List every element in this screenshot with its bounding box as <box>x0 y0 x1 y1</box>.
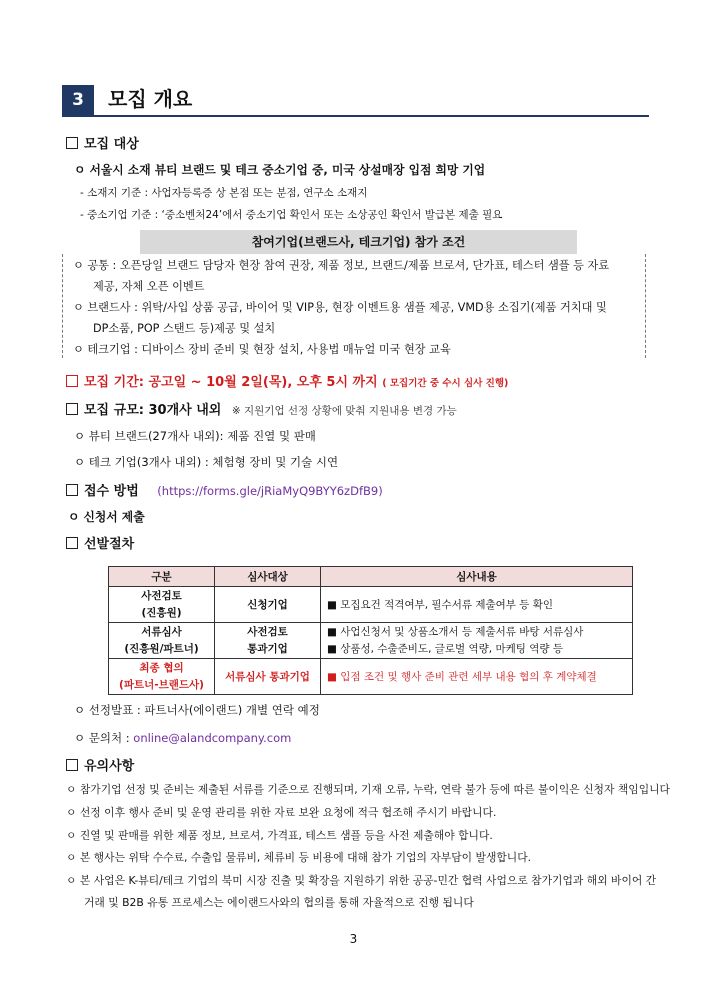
table-row <box>109 659 633 695</box>
section-number: 3 <box>62 85 94 115</box>
selection-table <box>108 566 633 695</box>
selection-announce: ㅇ 선정발표 : 파트너사(에이랜드) 개별 연락 예정 <box>74 703 320 717</box>
section-divider <box>62 115 649 117</box>
row-stage: 사전검토 (진흥원) <box>109 587 215 623</box>
checkbox-square-icon <box>66 137 78 149</box>
apply-sub: ㅇ 신청서 제출 <box>68 510 145 524</box>
table-row <box>109 623 633 659</box>
notes-heading: 유의사항 <box>66 755 134 774</box>
header-target: 심사대상 <box>215 567 321 587</box>
period-heading: 모집 기간: 공고일 ~ 10월 2일(목), 오후 5시 까지 ( 모집기간 중 수시 심사 진행) <box>66 371 508 390</box>
scale-heading: 모집 규모: 30개사 내외 ※ 지원기업 선정 상황에 맞춰 지원내용 변경 가능 <box>66 399 457 418</box>
apply-heading: 접수 방법 (https://forms.gle/jRiaMyQ9BYY6zDfB9) <box>66 480 383 499</box>
section-header <box>62 83 649 117</box>
row-content: ■ 사업신청서 및 상품소개서 등 제출서류 바탕 서류심사 ■ 상품성, 수출준비도, 글로벌 역량, 마케팅 역량 등 <box>321 623 633 659</box>
checkbox-square-icon <box>66 403 78 415</box>
note-item: 거래 및 B2B 유통 프로세스는 에이랜드사와의 협의를 통해 자율적으로 진행 됩니다 <box>84 896 474 909</box>
header-stage: 구분 <box>109 567 215 587</box>
checkbox-square-icon <box>66 484 78 496</box>
scale-item-beauty: ㅇ 뷰티 브랜드(27개사 내외): 제품 진열 및 판매 <box>74 429 316 443</box>
note-item: ㅇ 선정 이후 행사 준비 및 운영 관리를 위한 자료 보완 요청에 적극 협조해 주시기 바랍니다. <box>66 806 497 819</box>
target-main: ㅇ 서울시 소재 뷰티 브랜드 및 테크 중소기업 중, 미국 상설매장 입점 희망 기업 <box>74 163 486 177</box>
row-target: 신청기업 <box>215 587 321 623</box>
note-item: ㅇ 본 행사는 위탁 수수료, 수출입 물류비, 체류비 등 비용에 대해 참가 기업의 자부담이 발생합니다. <box>66 851 532 864</box>
row-content: ■ 입점 조건 및 행사 준비 관련 세부 내용 협의 후 계약체결 <box>321 659 633 695</box>
selection-contact: ㅇ 문의처 : online@alandcompany.com <box>74 731 292 745</box>
table-header-row <box>109 567 633 587</box>
row-content: ■ 모집요건 적격여부, 필수서류 제출여부 등 확인 <box>321 587 633 623</box>
apply-form-link[interactable]: (https://forms.gle/jRiaMyQ9BYY6zDfB9) <box>157 484 383 498</box>
note-item: ㅇ 참가기업 선정 및 준비는 제출된 서류를 기준으로 진행되며, 기재 오류, 누락, 연락 불가 등에 따른 불이익은 신청자 책임입니다 <box>66 783 670 796</box>
period-note: ( 모집기간 중 수시 심사 진행) <box>382 378 509 389</box>
scale-note: ※ 지원기업 선정 상황에 맞춰 지원내용 변경 가능 <box>231 405 457 417</box>
target-heading: 모집 대상 <box>66 133 139 152</box>
checkbox-square-icon <box>66 537 78 549</box>
page-number: 3 <box>349 932 358 946</box>
contact-email-link[interactable]: online@alandcompany.com <box>133 731 292 745</box>
conditions-box <box>62 254 646 358</box>
condition-line: 제공, 자체 오픈 이벤트 <box>93 280 205 293</box>
condition-line: ㅇ 브랜드사 : 위탁/사입 상품 공급, 바이어 및 VIP용, 현장 이벤트용 샘플 제공, VMD용 소집기(제품 거치대 및 <box>73 301 607 314</box>
scale-item-tech: ㅇ 테크 기업(3개사 내외) : 체험형 장비 및 기술 시연 <box>74 455 339 469</box>
condition-line: DP소품, POP 스탠드 등)제공 및 설치 <box>93 322 276 335</box>
target-criteria-1: - 소재지 기준 : 사업자등록증 상 본점 또는 분점, 연구소 소재지 <box>80 187 368 199</box>
selection-heading: 선발절차 <box>66 533 134 552</box>
row-stage: 서류심사 (진흥원/파트너) <box>109 623 215 659</box>
table-row <box>109 587 633 623</box>
note-item: ㅇ 진열 및 판매를 위한 제품 정보, 브로셔, 가격표, 테스트 샘플 등을 사전 제출해야 합니다. <box>66 829 493 842</box>
condition-line: ㅇ 테크기업 : 디바이스 장비 준비 및 현장 설치, 사용법 매뉴얼 미국 현장 교육 <box>73 343 451 356</box>
row-target: 사전검토 통과기업 <box>215 623 321 659</box>
conditions-title: 참여기업(브랜드사, 테크기업) 참가 조건 <box>140 230 577 254</box>
header-content: 심사내용 <box>321 567 633 587</box>
condition-line: ㅇ 공통 : 오픈당일 브랜드 담당자 현장 참여 권장, 제품 정보, 브랜드/제품 브로셔, 단가표, 테스터 샘플 등 자료 <box>73 259 610 272</box>
checkbox-square-icon <box>66 375 78 387</box>
row-target: 서류심사 통과기업 <box>215 659 321 695</box>
checkbox-square-icon <box>66 759 78 771</box>
note-item: ㅇ 본 사업은 K-뷰티/테크 기업의 북미 시장 진출 및 확장을 지원하기 위한 공공-민간 협력 사업으로 참가기업과 해외 바이어 간 <box>66 874 657 887</box>
row-stage: 최종 협의 (파트너-브랜드사) <box>109 659 215 695</box>
section-title: 모집 개요 <box>108 87 193 111</box>
target-criteria-2: - 중소기업 기준 : ‘중소벤처24’에서 중소기업 확인서 또는 소상공인 확인서 발급본 제출 필요 <box>80 209 503 221</box>
